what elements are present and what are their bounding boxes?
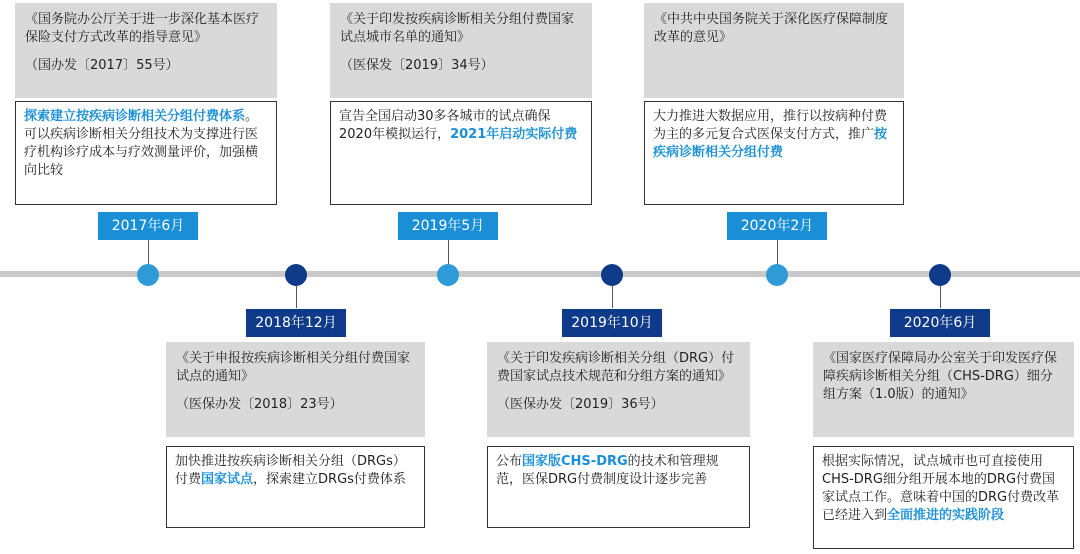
timeline-dot-2018-12	[285, 264, 307, 286]
highlight-text: 按疾病诊断相关分组付费	[653, 127, 888, 160]
connector-2019-10	[612, 286, 613, 308]
doc-title: 《国家医疗保障局办公室关于印发医疗保障疾病诊断相关分组（CHS-DRG）细分组方案（1.0版）的通知》	[823, 351, 1058, 402]
doc-title: 《关于印发疾病诊断相关分组（DRG）付费国家试点技术规范和分组方案的通知》	[497, 351, 735, 384]
highlight-text: 全面推进的实践阶段	[887, 508, 1005, 523]
doc-box-2018-12	[166, 342, 425, 437]
date-tag-2018-12: 2018年12月	[246, 309, 346, 337]
doc-box-2019-05	[330, 3, 592, 98]
timeline-dot-2020-02	[766, 264, 788, 286]
timeline-dot-2019-05	[437, 264, 459, 286]
timeline-dot-2019-10	[601, 264, 623, 286]
desc-box-2020-06	[813, 446, 1074, 549]
highlight-text: 国家版CHS-DRG	[522, 454, 628, 469]
connector-2020-02	[777, 236, 778, 266]
desc-text-after: 的技术和管理规范，医保DRG付费制度设计逐步完善	[496, 454, 719, 487]
doc-number: （医保办发〔2019〕36号）	[497, 397, 664, 412]
connector-2019-05	[448, 236, 449, 266]
desc-text: 大力推进大数据应用，推行以按病种付费为主的多元复合式医保支付方式，推广	[653, 109, 888, 142]
desc-text-before: 公布	[496, 454, 523, 469]
doc-title: 《关于申报按疾病诊断相关分组付费国家试点的通知》	[176, 351, 411, 384]
connector-2017-06	[148, 236, 149, 266]
doc-box-2019-10	[487, 342, 750, 437]
date-tag-2020-02: 2020年2月	[727, 212, 827, 240]
desc-text: 宣告全国启动30多各城市的试点确保2020年模拟运行，	[339, 109, 551, 142]
desc-box-2019-10	[487, 446, 750, 528]
date-tag-2020-06: 2020年6月	[890, 309, 990, 337]
doc-box-2017-06	[15, 3, 277, 98]
highlight-text: 国家试点	[201, 472, 254, 487]
doc-box-2020-06	[813, 342, 1074, 437]
desc-text-after: ，探索建立DRGs付费体系	[253, 472, 406, 487]
desc-box-2020-02	[644, 101, 904, 205]
doc-number: （医保发〔2019〕34号）	[340, 58, 494, 73]
doc-title: 《国务院办公厅关于进一步深化基本医疗保险支付方式改革的指导意见》	[25, 12, 260, 45]
desc-text: 。可以疾病诊断相关分组技术为支撑进行医疗机构诊疗成本与疗效测量评价，加强横向比较	[24, 109, 259, 178]
connector-2020-06	[940, 286, 941, 308]
doc-box-2020-02	[644, 3, 904, 98]
doc-title: 《中共中央国务院关于深化医疗保障制度改革的意见》	[654, 12, 889, 45]
desc-box-2017-06	[15, 101, 277, 205]
highlight-text: 2021年启动实际付费	[450, 127, 578, 142]
doc-title: 《关于印发按疾病诊断相关分组付费国家试点城市名单的通知》	[340, 12, 575, 45]
desc-box-2019-05	[330, 101, 592, 205]
desc-text: 根据实际情况，试点城市也可直接使用CHS-DRG细分组开展本地的DRG付费国家试点工作。意味着中国的DRG付费改革已经进入到	[822, 454, 1060, 523]
date-tag-2019-10: 2019年10月	[562, 309, 662, 337]
desc-box-2018-12	[166, 446, 425, 528]
date-tag-2017-06: 2017年6月	[98, 212, 198, 240]
timeline-dot-2017-06	[137, 264, 159, 286]
timeline-dot-2020-06	[929, 264, 951, 286]
timeline-axis	[0, 271, 1080, 277]
doc-number: （医保办发〔2018〕23号）	[176, 397, 343, 412]
connector-2018-12	[296, 286, 297, 308]
doc-number: （国办发〔2017〕55号）	[25, 58, 179, 73]
date-tag-2019-05: 2019年5月	[398, 212, 498, 240]
desc-text-before: 加快推进按疾病诊断相关分组（DRGs）付费	[175, 454, 406, 487]
highlight-text: 探索建立按疾病诊断相关分组付费体系	[24, 109, 246, 124]
